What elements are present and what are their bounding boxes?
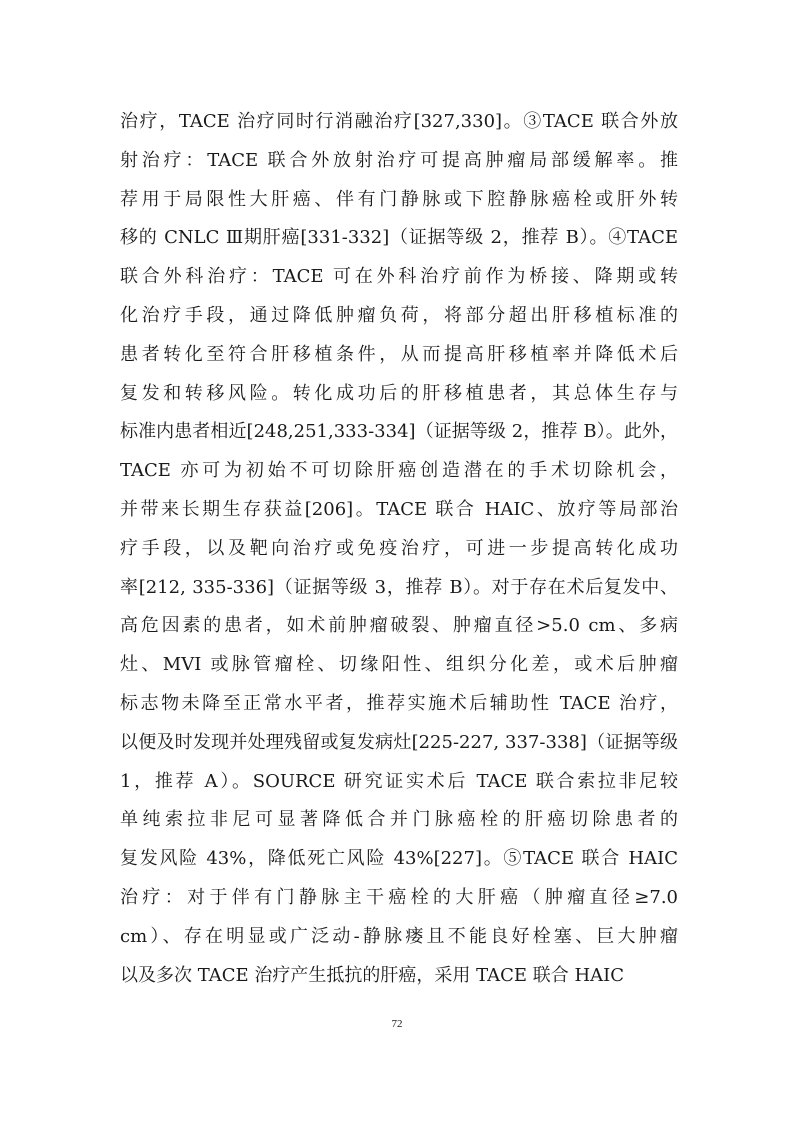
text-line: 疗手段，以及靶向治疗或免疫治疗，可进一步提高转化成功 xyxy=(120,537,678,559)
text-line: 率[212, 335-336]（证据等级 3，推荐 B）。对于存在术后复发中、 xyxy=(120,576,678,598)
text-line: 以及多次 TACE 治疗产生抵抗的肝癌，采用 TACE 联合 HAIC xyxy=(120,964,625,986)
text-line: 化治疗手段，通过降低肿瘤负荷，将部分超出肝移植标准的 xyxy=(120,304,678,326)
body-text xyxy=(120,103,678,995)
text-line: 灶、MVI 或脉管瘤栓、切缘阳性、组织分化差，或术后肿瘤 xyxy=(120,654,678,676)
text-line: 标志物未降至正常水平者，推荐实施术后辅助性 TACE 治疗， xyxy=(120,692,678,714)
text-line: 荐用于局限性大肝癌、伴有门静脉或下腔静脉癌栓或肝外转 xyxy=(120,188,678,210)
text-line: 复发和转移风险。转化成功后的肝移植患者，其总体生存与 xyxy=(120,382,678,404)
text-line: 高危因素的患者，如术前肿瘤破裂、肿瘤直径>5.0 cm、多病 xyxy=(120,615,678,637)
text-line: 并带来长期生存获益[206]。TACE 联合 HAIC、放疗等局部治 xyxy=(120,498,678,520)
text-line: 标准内患者相近[248,251,333-334]（证据等级 2，推荐 B）。此外， xyxy=(120,421,678,443)
text-line: 联合外科治疗：TACE 可在外科治疗前作为桥接、降期或转 xyxy=(120,266,678,288)
text-line: 以便及时发现并处理残留或复发病灶[225-227, 337-338]（证据等级 xyxy=(120,731,678,753)
text-line: 复发风险 43%，降低死亡风险 43%[227]。⑤TACE 联合 HAIC xyxy=(120,848,678,870)
text-line: TACE 亦可为初始不可切除肝癌创造潜在的手术切除机会， xyxy=(120,460,678,482)
page-number: 72 xyxy=(391,1018,403,1030)
text-line: 移的 CNLC Ⅲ期肝癌[331-332]（证据等级 2，推荐 B）。④TACE xyxy=(120,227,678,249)
text-line: 1，推荐 A）。SOURCE 研究证实术后 TACE 联合索拉非尼较 xyxy=(120,770,678,792)
text-line: 单纯索拉非尼可显著降低合并门脉癌栓的肝癌切除患者的 xyxy=(120,809,678,831)
text-line: 治疗，TACE 治疗同时行消融治疗[327,330]。③TACE 联合外放 xyxy=(120,111,678,132)
text-line: 治疗：对于伴有门静脉主干癌栓的大肝癌（肿瘤直径≥7.0 xyxy=(120,886,678,908)
text-line: 患者转化至符合肝移植条件，从而提高肝移植率并降低术后 xyxy=(120,343,678,365)
text-line: cm）、存在明显或广泛动-静脉瘘且不能良好栓塞、巨大肿瘤 xyxy=(120,925,678,947)
text-line: 射治疗：TACE 联合外放射治疗可提高肿瘤局部缓解率。推 xyxy=(120,149,678,171)
